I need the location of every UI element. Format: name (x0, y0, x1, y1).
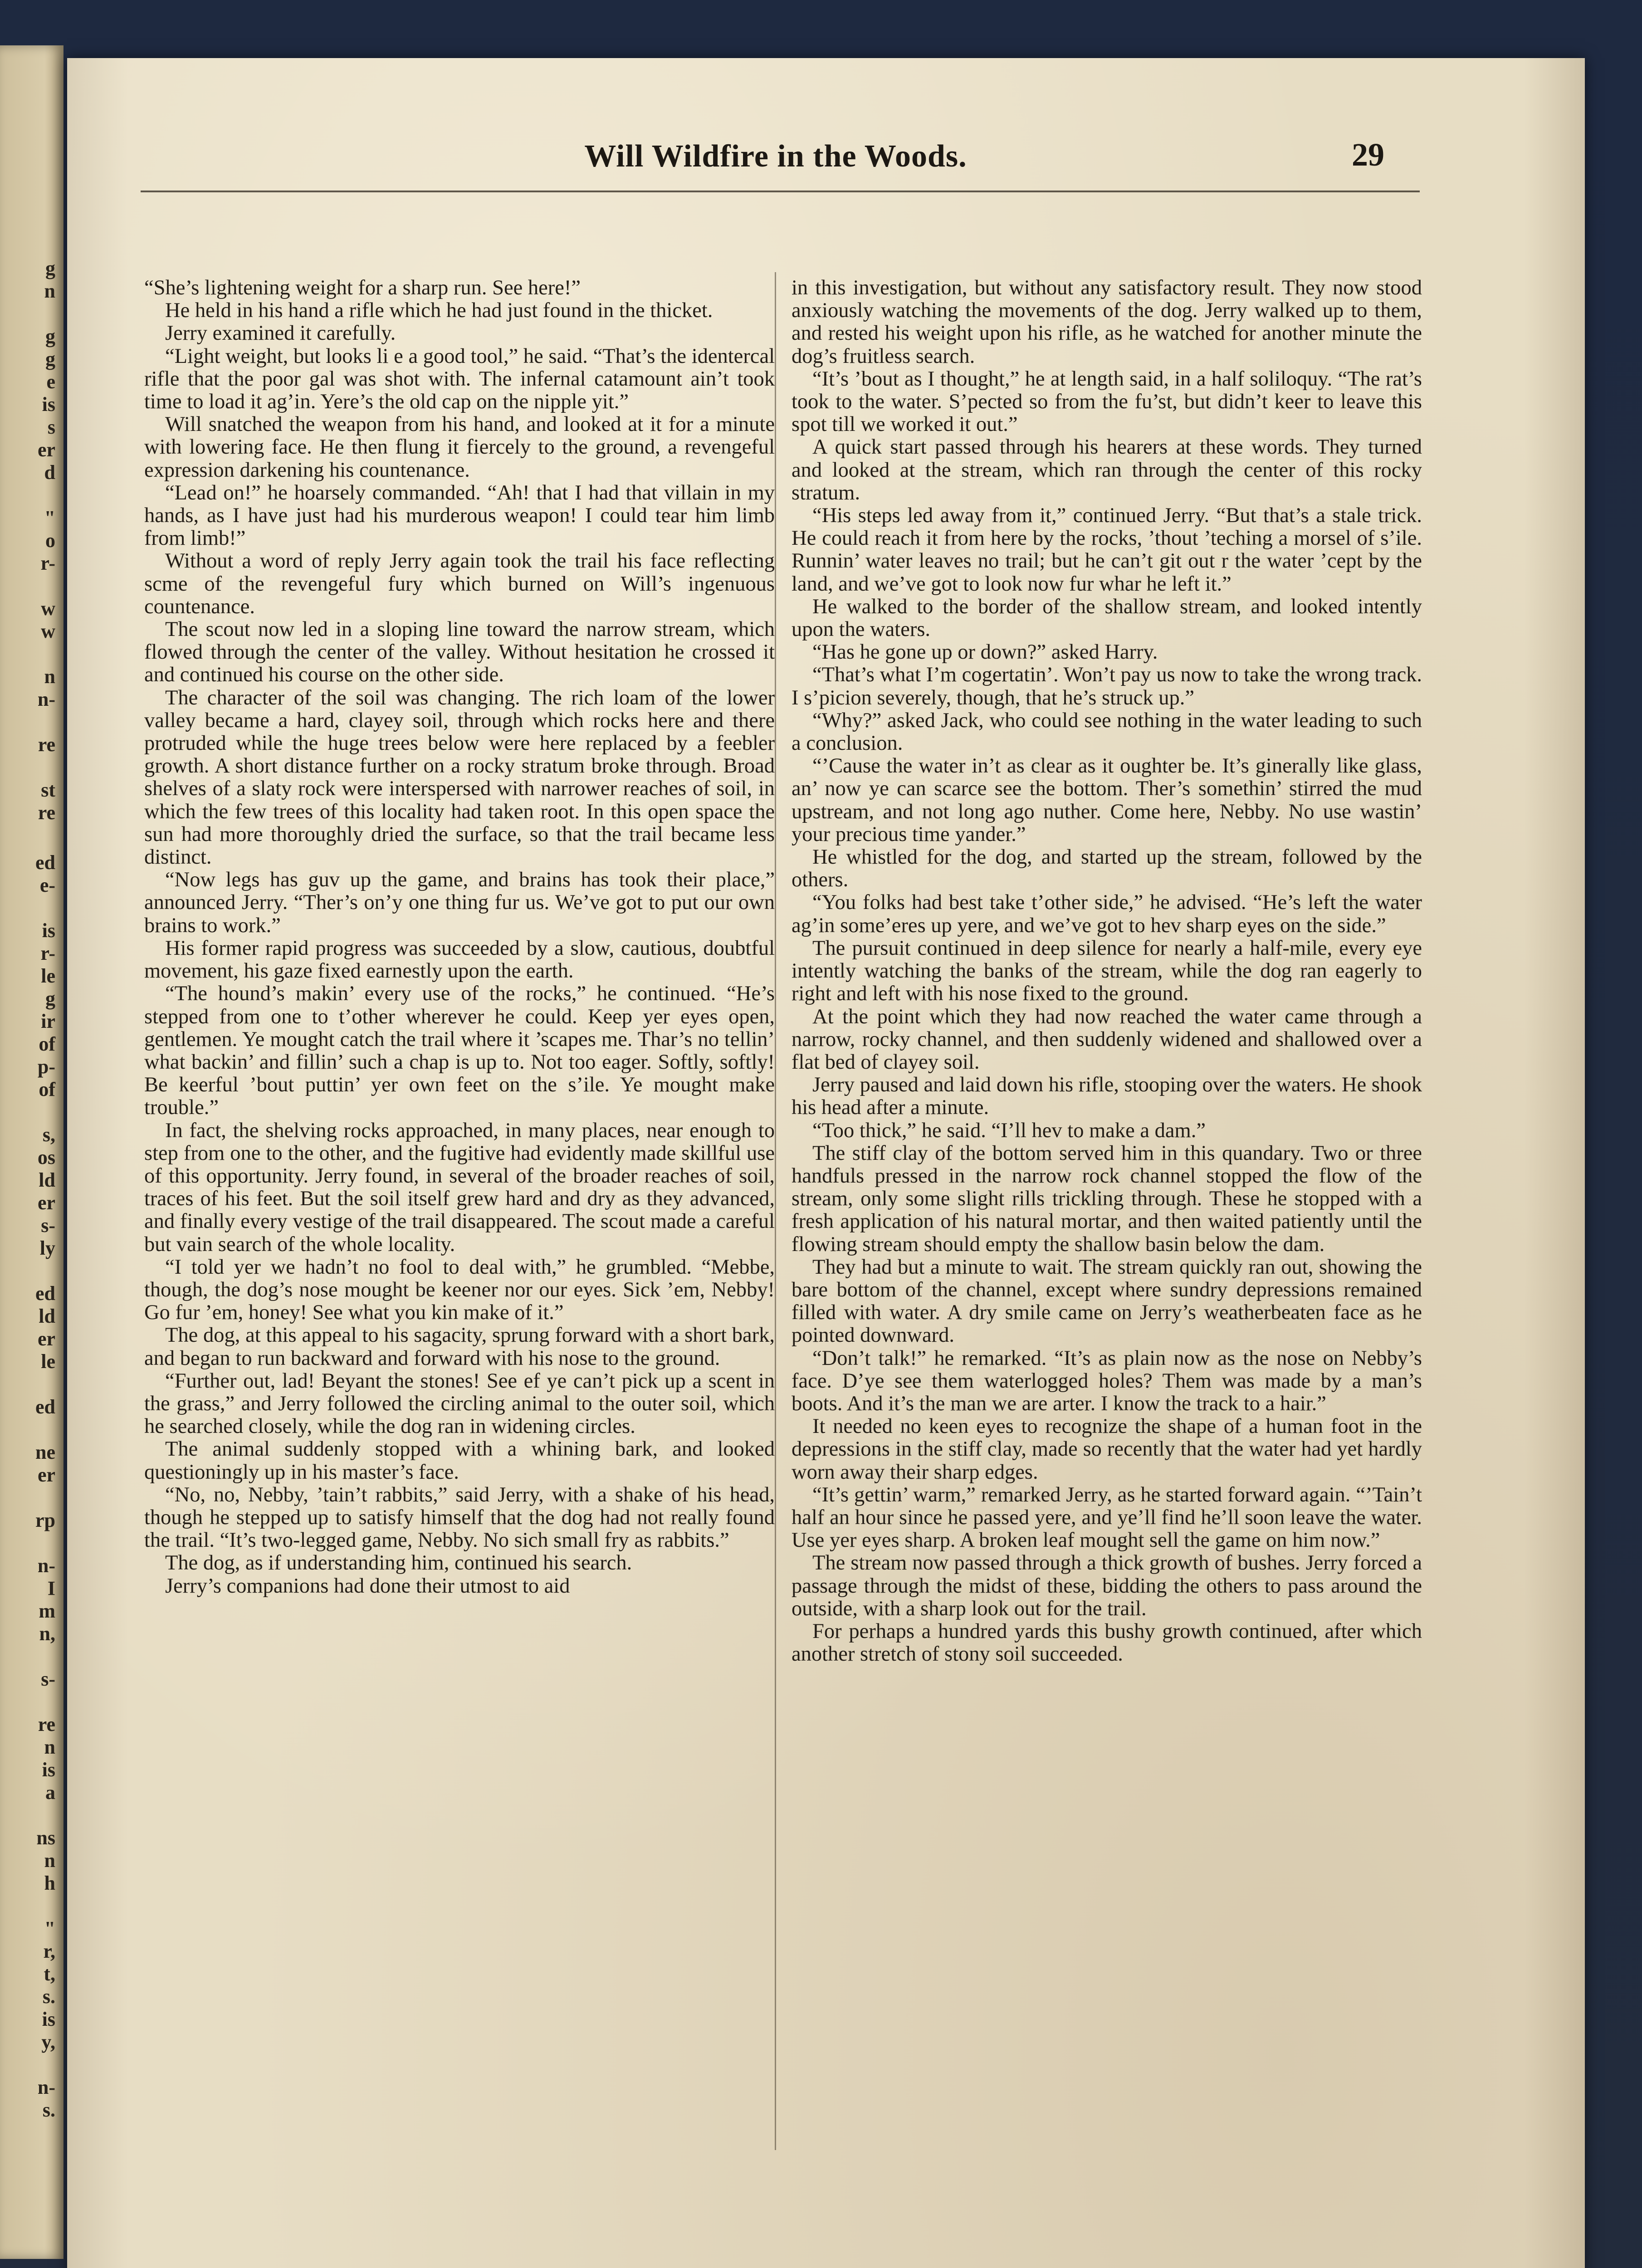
paragraph: Jerry paused and laid down his rifle, stooping over the waters. He shook his head after a minute. (792, 1073, 1422, 1119)
paragraph: The stiff clay of the bottom served him in this quandary. Two or three handfuls pressed in the narrow rock channel stopped the flow of the stream, only some slight rills trickling through. These he stopped with a fresh application of his natural mortar, and then waited patiently until the flowing stream should empty the shallow basin below the dam. (792, 1141, 1422, 1256)
paragraph: The pursuit continued in deep silence for nearly a half-mile, every eye intently watching the banks of the stream, while the dog ran eagerly to right and left with his nose fixed to the ground. (792, 936, 1422, 1006)
paragraph: “She’s lightening weight for a sharp run. See here!” (144, 276, 581, 299)
paragraph: “It’s gettin’ warm,” remarked Jerry, as he started forward again. “’Tain’t half an hour since he passed yere, and ye’ll find he’ll soon leave the water. Use yer eyes sharp. A broken leaf mought sell the game on him now.” (792, 1483, 1422, 1552)
page-number: 29 (1352, 137, 1384, 173)
paragraph: “Now legs has guv up the game, and brains has took their place,” announced Jerry. “Ther’s on’y one thing fur us. We’ve got to put our own brains to work.” (144, 868, 775, 937)
paragraph: Will snatched the weapon from his hand, and looked at it for a minute with lowering face. He then flung it fiercely to the ground, a revengeful expression darkening his countenance. (144, 413, 775, 482)
paragraph: “’Cause the water in’t as clear as it oughter be. It’s ginerally like glass, an’ now ye can scarce see the bottom. Ther’s somethin’ stirred the mud upstream, and not long ago nuther. Come here, Nebby. No use wastin’ your precious time yander.” (792, 754, 1422, 846)
paragraph: “I told yer we hadn’t no fool to deal with,” he grumbled. “Mebbe, though, the dog’s nose mought be keener nor our eyes. Sick ’em, Nebby! Go fur ’em, honey! See what you kin make of it.” (144, 1255, 775, 1325)
paragraph: His former rapid progress was succeeded by a slow, cautious, doubtful movement, his gaze fixed earnestly upon the earth. (144, 936, 775, 983)
paragraph: “Why?” asked Jack, who could see nothing in the water leading to such a conclusion. (792, 709, 1422, 755)
page-title: Will Wildfire in the Woods. (584, 139, 967, 174)
paragraph: The dog, as if understanding him, continued his search. (165, 1551, 632, 1575)
paragraph: The dog, at this appeal to his sagacity, sprung forward with a short bark, and began to run backward and forward with his nose to the ground. (144, 1324, 775, 1370)
paragraph: It needed no keen eyes to recognize the shape of a human foot in the depressions in the stiff clay, made so recently that the water had yet hardly worn away their sharp edges. (792, 1415, 1422, 1484)
paragraph: “No, no, Nebby, ’tain’t rabbits,” said Jerry, with a shake of his head, though he stepped up to satisfy himself that the dog had not really found the trail. “It’s two-legged game, Nebby. No sich small fry as rabbits.” (144, 1483, 775, 1552)
paragraph: They had but a minute to wait. The stream quickly ran out, showing the bare bottom of the channel, except where sundry depressions remained filled with water. A dry smile came on Jerry’s weatherbeaten face as he pointed downward. (792, 1255, 1422, 1347)
paragraph: The animal suddenly stopped with a whining bark, and looked questioningly up in his master’s face. (144, 1437, 775, 1484)
paragraph: “The hound’s makin’ every use of the rocks,” he continued. “He’s stepped from one to t’other wherever he could. Keep yer eyes open, gentlemen. Ye mought catch the trail where it ’scapes me. Thar’s no tellin’ what backin’ and fillin’ such a chap is up to. Not too eager. Softly, softly! Be keerful ’bout puttin’ yer own feet on the s’ile. Ye mought make trouble.” (144, 982, 775, 1119)
paragraph: “That’s what I’m cogertatin’. Won’t pay us now to take the wrong track. I s’picion severely, though, that he’s struck up.” (792, 663, 1422, 709)
paragraph: For perhaps a hundred yards this bushy growth continued, after which another stretch of stony soil succeeded. (792, 1619, 1422, 1666)
paragraph: “It’s ’bout as I thought,” he at length said, in a half soliloquy. “The rat’s took to the water. S’pected so from the fu’st, but didn’t keer to leave this spot till we worked it out.” (792, 367, 1422, 436)
paragraph: “Further out, lad! Beyant the stones! See ef ye can’t pick up a scent in the grass,” and Jerry followed the circling animal to the outer soil, which he searched closely, while the dog ran in widening circles. (144, 1369, 775, 1438)
paragraph: He held in his hand a rifle which he had just found in the thicket. (165, 299, 713, 323)
paragraph: “Don’t talk!” he remarked. “It’s as plain now as the nose on Nebby’s face. D’ye see them waterlogged holes? Them was made by a man’s boots. And it’s the man we are arter. I know the track to a hair.” (792, 1346, 1422, 1415)
paragraph: “Too thick,” he said. “I’ll hev to make a dam.” (812, 1119, 1206, 1142)
paragraph: “His steps led away from it,” continued Jerry. “But that’s a stale trick. He could reach it from here by the rocks, ’thout ’teching a morsel of s’ile. Runnin’ water leaves no trail; but he can’t git out r the water ’cept by the land, and we’ve got to look now fur whar he left it.” (792, 504, 1422, 596)
paragraph: “You folks had best take t’other side,” he advised. “He’s left the water ag’in some’eres up yere, and we’ve got to hev sharp eyes on the side.” (792, 891, 1422, 937)
paragraph: A quick start passed through his hearers at these words. They turned and looked at the stream, which ran through the center of this rocky stratum. (792, 435, 1422, 504)
paragraph: in this investigation, but without any satisfactory result. They now stood anxiously watching the movements of the dog. Jerry walked up to them, and rested his weight upon his rifle, as he watched for another minute the dog’s fruitless search. (792, 276, 1422, 368)
paragraph: Jerry examined it carefully. (165, 322, 396, 345)
paragraph: The stream now passed through a thick growth of bushes. Jerry forced a passage through the midst of these, bidding the others to pass around the outside, with a sharp look out for the trail. (792, 1551, 1422, 1620)
previous-page-edge: g n g g e is s er d " o r- w w n n- re st re ed e- is r- le g ir of p- of s, os ld er s- ly ed ld er le ed ne er rp n- I m n, s- re n is a ns n h " r, t, s. is y, n- s. (0, 45, 64, 2259)
paragraph: Without a word of reply Jerry again took the trail his face reflecting scme of the revengeful fury which burned on Will’s ingenuous countenance. (144, 549, 775, 618)
paragraph: At the point which they had now reached the water came through a narrow, rocky channel, and then suddenly widened and shallowed over a flat bed of clayey soil. (792, 1005, 1422, 1074)
paragraph: The character of the soil was changing. The rich loam of the lower valley became a hard, clayey soil, through which rocks here and there protruded while the huge trees below were here replaced by a feebler growth. A short distance further on a rocky stratum broke through. Broad shelves of a slaty rock were interspersed with narrower reaches of soil, in which the few trees of this locality had taken root. In this open space the sun had more thoroughly dried the surface, so that the trail became less distinct. (144, 686, 775, 869)
paragraph: “Has he gone up or down?” asked Harry. (812, 640, 1158, 664)
paragraph: “Lead on!” he hoarsely commanded. “Ah! that I had that villain in my hands, as I have just had his murderous weapon! I could tear him limb from limb!” (144, 481, 775, 550)
paragraph: The scout now led in a sloping line toward the narrow stream, which flowed through the center of the valley. Without hesitation he crossed it and continued his course on the other side. (144, 618, 775, 687)
paragraph: Jerry’s companions had done their utmost to aid (165, 1574, 570, 1598)
column-divider (775, 272, 776, 2150)
paragraph: “Light weight, but looks li e a good tool,” he said. “That’s the identercal rifle that the poor gal was shot with. The infernal catamount ain’t took time to load it ag’in. Yere’s the old cap on the nipple yit.” (144, 344, 775, 414)
paragraph: He walked to the border of the shallow stream, and looked intently upon the waters. (792, 595, 1422, 641)
header-rule (141, 191, 1420, 192)
right-column (792, 277, 1422, 1666)
paragraph: In fact, the shelving rocks approached, in many places, near enough to step from one to the other, and the fugitive had evidently made skillful use of this opportunity. Jerry found, in several of the broader reaches of soil, traces of his feet. But the soil itself grew hard and dry as they advanced, and finally every vestige of the trail disappeared. The scout made a careful but vain search of the whole locality. (144, 1119, 775, 1256)
left-column (144, 277, 775, 1598)
paragraph: He whistled for the dog, and started up the stream, followed by the others. (792, 846, 1422, 892)
